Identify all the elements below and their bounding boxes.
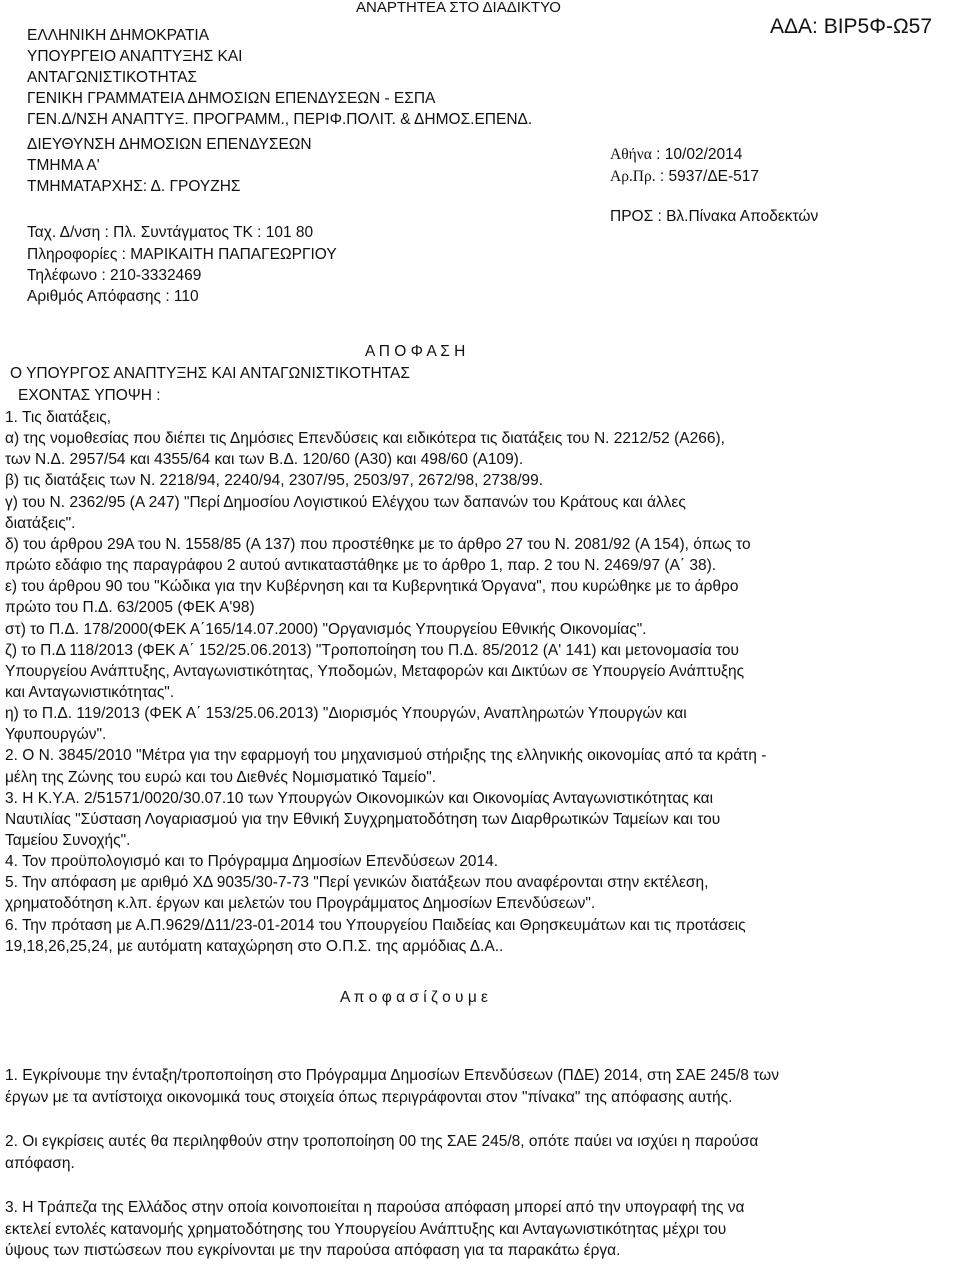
contact-phone: Τηλέφωνο : 210-3332469 [27,267,202,284]
body-line: στ) το Π.Δ. 178/2000(ΦΕΚ Α΄165/14.07.2000) "Οργανισμός Υπουργείου Εθνικής Οικονομίας". [5,620,647,638]
body-line: και Ανταγωνιστικότητας". [5,683,175,701]
body-line: γ) του Ν. 2362/95 (Α 247) "Περί Δημοσίου Λογιστικού Ελέγχου των δαπανών του Κράτους και άλλες [5,493,686,511]
body-line: 5. Την απόφαση με αριθμό ΧΔ 9035/30-7-73 "Περί γενικών διατάξεων που αναφέρονται στην εκτέλεση, [5,874,709,892]
body-line: 2. Ο Ν. 3845/2010 "Μέτρα για την εφαρμογή του μηχανισμού στήριξης της ελληνικής οικονομίας από τα κράτη - [5,747,767,765]
body-line: πρώτο εδάφιο της παραγράφου 2 αυτού αντικαταστάθηκε με το άρθρο 1, παρ. 2 του Ν. 2469/97 (Α΄ 38). [5,557,717,575]
body-line: Υπουργείου Ανάπτυξης, Ανταγωνιστικότητας, Υποδομών, Μεταφορών και Δικτύων σε Υπουργείο Ανάπτυξης [5,662,745,680]
header-line: ΤΜΗΜΑ Α' [27,157,100,174]
body-line: α) της νομοθεσίας που διέπει τις Δημόσιες Επενδύσεις και ειδικότερα τις διατάξεις του Ν. 2212/52 (Α266), [5,430,725,448]
decision-line: έργων με τα αντίστοιχα οικονομικά τους στοιχεία όπως περιγράφονται στον "πίνακα" της απόφασης αυτής. [5,1088,733,1106]
body-line: Υφυπουργών". [5,726,107,744]
date-value: : 10/02/2014 [651,146,743,163]
reference-label: Αρ.Πρ. [610,168,656,185]
contact-info: Πληροφορίες : ΜΑΡΙΚΑΙΤΗ ΠΑΠΑΓΕΩΡΓΙΟΥ [27,246,337,263]
body-line: Ταμείου Συνοχής". [5,832,131,849]
header-line: ΓΕΝΙΚΗ ΓΡΑΜΜΑΤΕΙΑ ΔΗΜΟΣΙΩΝ ΕΠΕΝΔΥΣΕΩΝ - ΕΣΠΑ [27,90,436,107]
decision-line: απόφαση. [5,1154,75,1172]
contact-address: Ταχ. Δ/νση : Πλ. Συντάγματος ΤΚ : 101 80 [27,224,314,241]
we-decide-heading: Α π ο φ α σ ί ζ ο υ μ ε [340,989,488,1006]
body-line: των Ν.Δ. 2957/54 και 4355/64 και των Β.Δ. 120/60 (Α30) και 498/60 (Α109). [5,451,524,469]
body-line: β) τις διατάξεις των Ν. 2218/94, 2240/94, 2307/95, 2503/97, 2672/98, 2738/99. [5,472,544,490]
date-line [610,144,742,165]
body-line: ζ) το Π.Δ 118/2013 (ΦΕΚ Α΄ 152/25.06.2013) "Τροποποίηση του Π.Δ. 85/2012 (Α' 141) και μετονομασία του [5,641,740,659]
body-line: 6. Την πρόταση με Α.Π.9629/Δ11/23-01-2014 του Υπουργείου Παιδείας και Θρησκευμάτων και τις προτάσεις [5,916,746,934]
header-line: ΑΝΤΑΓΩΝΙΣΤΙΚΟΤΗΤΑΣ [27,69,197,86]
header-line: ΓΕΝ.Δ/ΝΣΗ ΑΝΑΠΤΥΞ. ΠΡΟΓΡΑΜΜ., ΠΕΡΙΦ.ΠΟΛΙΤ. & ΔΗΜΟΣ.ΕΠΕΝΔ. [27,111,533,128]
considering-label: ΕΧΟΝΤΑΣ ΥΠΟΨΗ : [18,387,161,404]
decision-number: Αριθμός Απόφασης : 110 [27,288,199,305]
body-line: 3. Η Κ.Υ.Α. 2/51571/0020/30.07.10 των Υπουργών Οικονομικών και Οικονομίας Ανταγωνιστικότητας και [5,789,714,807]
minister-line: Ο ΥΠΟΥΡΓΟΣ ΑΝΑΠΤΥΞΗΣ ΚΑΙ ΑΝΤΑΓΩΝΙΣΤΙΚΟΤΗΤΑΣ [10,365,410,382]
body-line: μέλη της Ζώνης του ευρώ και του Διεθνές Νομισματικό Ταμείο". [5,768,437,786]
body-line: ε) του άρθρου 90 του "Κώδικα για την Κυβέρνηση και τα Κυβερνητικά Όργανα", που κυρώθηκε με το άρθρο [5,578,739,596]
header-line: ΕΛΛΗΝΙΚΗ ΔΗΜΟΚΡΑΤΙΑ [27,27,210,44]
publication-banner: ΑΝΑΡΤΗΤΕΑ ΣΤΟ ΔΙΑΔΙΚΤΥΟ [356,0,561,16]
body-line: χρηματοδότηση κ.λπ. έργων και μελετών του Προγράμματος Δημοσίων Επενδύσεων". [5,895,596,913]
body-line: Ναυτιλίας "Σύσταση Λογαριασμού για την Εθνική Συγχρηματοδότηση των Διαρθρωτικών Ταμείων και του [5,810,721,828]
body-line: δ) του άρθρου 29Α του Ν. 1558/85 (Α 137) που προστέθηκε με το άρθρο 27 του Ν. 2081/92 (Α 154), όπως το [5,535,751,553]
decision-line: ύψους των πιστώσεων που εγκρίνονται με την παρούσα απόφαση για τα παρακάτω έργα. [5,1242,621,1259]
body-line: 1. Τις διατάξεις, [5,409,112,426]
reference-line [610,166,759,187]
reference-value: : 5937/ΔΕ-517 [655,168,760,185]
body-line: πρώτο του Π.Δ. 63/2005 (ΦΕΚ Α'98) [5,599,255,617]
body-line: διατάξεις". [5,514,76,532]
ada-code: ΑΔΑ: ΒΙΡ5Φ-Ω57 [770,15,933,38]
decision-line: 2. Οι εγκρίσεις αυτές θα περιληφθούν στην τροποποίηση 00 της ΣΑΕ 245/8, οπότε παύει να ισχύει η παρούσα [5,1133,759,1150]
decision-title: Α Π Ο Φ Α Σ Η [365,343,466,360]
decision-line: 3. Η Τράπεζα της Ελλάδος στην οποία κοινοποιείται η παρούσα απόφαση μπορεί από την υπογραφή της να [5,1199,745,1216]
body-line: 4. Τον προϋπολογισμό και το Πρόγραμμα Δημοσίων Επενδύσεων 2014. [5,853,499,871]
header-line: ΥΠΟΥΡΓΕΙΟ ΑΝΑΠΤΥΞΗΣ ΚΑΙ [27,48,243,65]
header-line: ΤΜΗΜΑΤΑΡΧΗΣ: Δ. ΓΡΟΥΖΗΣ [27,178,241,195]
decision-line: 1. Εγκρίνουμε την ένταξη/τροποποίηση στο Πρόγραμμα Δημοσίων Επενδύσεων (ΠΔΕ) 2014, στη ΣΑΕ 245/8 των [5,1067,779,1084]
decision-line: εκτελεί εντολές κατανομής χρηματοδότησης του Υπουργείου Ανάπτυξης και Ανταγωνιστικότητας μέχρι του [5,1220,727,1238]
date-label: Αθήνα [610,146,652,163]
header-line: ΔΙΕΥΘΥΝΣΗ ΔΗΜΟΣΙΩΝ ΕΠΕΝΔΥΣΕΩΝ [27,136,312,153]
body-line: η) το Π.Δ. 119/2013 (ΦΕΚ Α΄ 153/25.06.2013) "Διορισμός Υπουργών, Αναπληρωτών Υπουργών και [5,705,687,723]
body-line: 19,18,26,25,24, με αυτόματη καταχώρηση στο Ο.Π.Σ. της αρμόδιας Δ.Α.. [5,937,504,955]
recipient-line: ΠΡΟΣ : Βλ.Πίνακα Αποδεκτών [610,208,819,225]
